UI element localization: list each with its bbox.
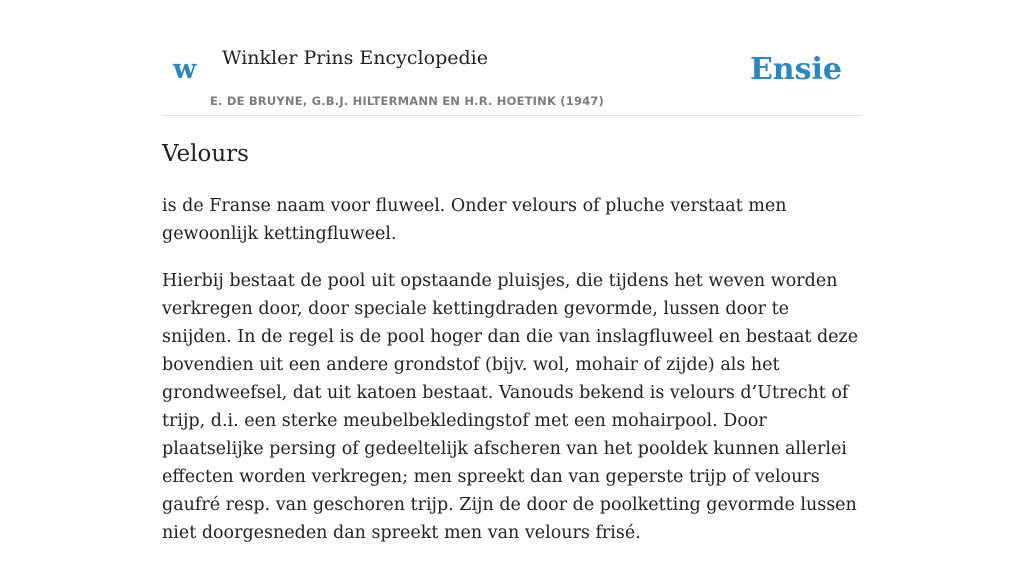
article-page — [162, 0, 862, 543]
article-paragraph-2: Hierbij bestaat de pool uit opstaande pluisjes, die tijdens het weven worden verkregen door, door speciale kettingdraden gevormde, lussen door te snijden. In de regel is de pool hoger dan die van inslagfluweel en bestaat deze bovendien uit een andere grondstof (bijv. wol, mohair of zijde) als het grondweefsel, dat uit katoen bestaat. Vanouds bekend is velours d’Utrecht of trijp, d.i. een sterke meubelbekledingstof met een mohairpool. Door plaatselijke persing of gedeeltelijk afscheren van het pooldek kunnen allerlei effecten worden verkregen; men spreekt dan van geperste trijp of velours gaufré resp. van geschoren trijp. Zijn de door de poolketting gevormde lussen niet doorgesneden dan spreekt men van velours frisé. — [162, 271, 859, 543]
publication-authors: E. DE BRUYNE, G.B.J. HILTERMANN EN H.R. HOETINK (1947) — [210, 94, 605, 108]
publication-title[interactable]: Winkler Prins Encyclopedie — [222, 47, 488, 69]
article-body — [162, 192, 862, 566]
publication-logo-icon[interactable]: w — [173, 54, 197, 85]
ensie-logo[interactable]: Ensie — [749, 52, 842, 87]
article-paragraph-1: is de Franse naam voor fluweel. Onder velours of pluche verstaat men gewoonlijk kettingfluweel. — [162, 196, 787, 244]
article-title: Velours — [162, 141, 249, 167]
site-header — [162, 0, 862, 116]
